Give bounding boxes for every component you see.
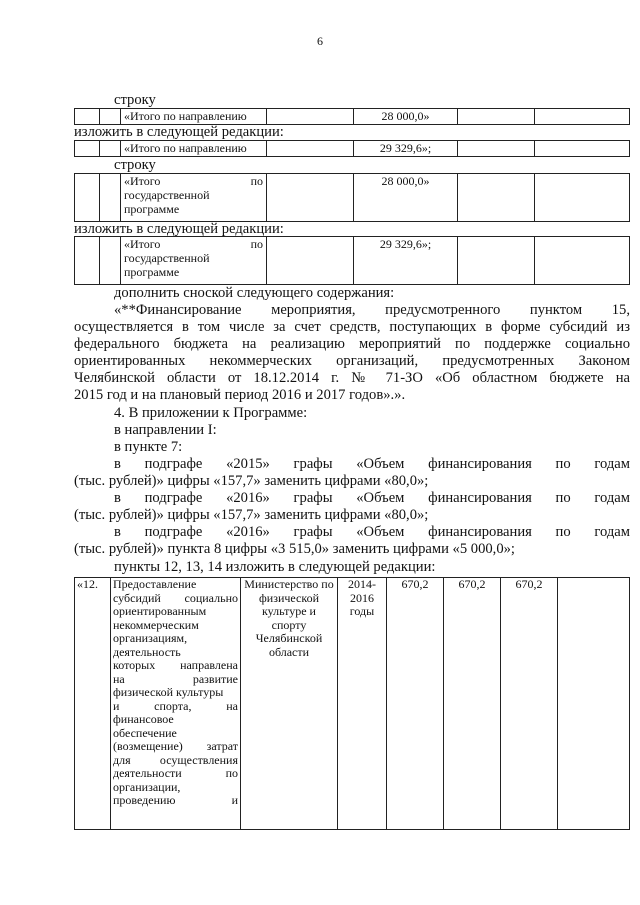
- old-program-total-table: [74, 173, 630, 222]
- change-1-line-1: в подграфе «2015» графы «Объем финансирования по годам: [114, 456, 630, 472]
- col-blank-1: [75, 237, 100, 285]
- footnote-line-3: федерального бюджета на реализацию мероприятий по поддержке социально: [74, 336, 630, 352]
- executor: Министерство по физической культуре и спорту Челябинской области: [241, 578, 338, 830]
- col-blank-4: [458, 109, 535, 125]
- row-number: «12.: [75, 578, 111, 830]
- col-blank-1: [75, 174, 100, 222]
- col-blank-1: [75, 109, 100, 125]
- direction-1: в направлении I:: [114, 422, 217, 438]
- change-2-line-1: в подграфе «2016» графы «Объем финансирования по годам: [114, 490, 630, 506]
- row-value: 29 329,6»;: [354, 237, 458, 285]
- event-description: Предоставление субсидий социально ориентированным некоммерческим организациям, деятельность которых направлена на развитие физической культуры и спорта, на финансовое обеспечение (возмещение) затрат для осуществления деятельности по организации, проведению и: [111, 578, 241, 830]
- instruction-b: изложить в следующей редакции:: [74, 221, 284, 237]
- change-3-line-2: (тыс. рублей)» пункта 8 цифры «3 515,0» заменить цифрами «5 000,0»;: [74, 541, 515, 557]
- footnote-intro: дополнить сноской следующего содержания:: [114, 285, 395, 301]
- amount-2015: 670,2: [444, 578, 501, 830]
- col-blank-2: [100, 237, 121, 285]
- page-number: 6: [317, 34, 323, 48]
- change-2-line-2: (тыс. рублей)» цифры «157,7» заменить цифрами «80,0»;: [74, 507, 429, 523]
- row-value: 28 000,0»: [354, 174, 458, 222]
- col-blank-4: [458, 141, 535, 157]
- col-blank-2: [100, 174, 121, 222]
- col-blank-3: [267, 141, 354, 157]
- change-1-line-2: (тыс. рублей)» цифры «157,7» заменить цифрами «80,0»;: [74, 473, 429, 489]
- col-blank-2: [100, 141, 121, 157]
- new-total-row-table: [74, 140, 630, 157]
- col-blank-4: [458, 174, 535, 222]
- col-blank-3: [267, 174, 354, 222]
- footnote-line-2: осуществляется в том числе за счет средств, поступающих в форме субсидий из: [74, 319, 630, 335]
- row-label: «Итого по государственной программе: [121, 174, 267, 222]
- instruction-a: изложить в следующей редакции:: [74, 124, 284, 140]
- col-blank-last: [558, 578, 630, 830]
- col-blank-3: [267, 237, 354, 285]
- row-value: 28 000,0»: [354, 109, 458, 125]
- col-blank-1: [75, 141, 100, 157]
- row-label: «Итого по направлению: [121, 109, 267, 125]
- col-blank-2: [100, 109, 121, 125]
- points-intro: пункты 12, 13, 14 изложить в следующей редакции:: [114, 559, 436, 575]
- amount-2016: 670,2: [501, 578, 558, 830]
- row-label: «Итого по направлению: [121, 141, 267, 157]
- point-12-table: [74, 577, 630, 830]
- footnote-line-1: «**Финансирование мероприятия, предусмотренного пунктом 15,: [114, 302, 630, 318]
- intro-stroku-a: строку: [114, 92, 156, 108]
- footnote-line-4: ориентированных некоммерческих организаций, предусмотренных Законом: [74, 353, 630, 369]
- footnote-line-6: 2015 год и на плановый период 2016 и 2017 годов».».: [74, 387, 406, 403]
- years: 2014- 2016 годы: [338, 578, 387, 830]
- row-value: 29 329,6»;: [354, 141, 458, 157]
- col-blank-5: [535, 237, 630, 285]
- item-4-heading: 4. В приложении к Программе:: [114, 405, 308, 421]
- point-7: в пункте 7:: [114, 439, 183, 455]
- col-blank-5: [535, 109, 630, 125]
- change-3-line-1: в подграфе «2016» графы «Объем финансирования по годам: [114, 524, 630, 540]
- intro-stroku-b: строку: [114, 157, 156, 173]
- col-blank-4: [458, 237, 535, 285]
- footnote-line-5: Челябинской области от 18.12.2014 г. № 71-ЗО «Об областном бюджете на: [74, 370, 630, 386]
- old-total-row-table: [74, 108, 630, 125]
- col-blank-3: [267, 109, 354, 125]
- new-program-total-table: [74, 236, 630, 285]
- col-blank-5: [535, 174, 630, 222]
- row-label: «Итого по государственной программе: [121, 237, 267, 285]
- col-blank-5: [535, 141, 630, 157]
- amount-2014: 670,2: [387, 578, 444, 830]
